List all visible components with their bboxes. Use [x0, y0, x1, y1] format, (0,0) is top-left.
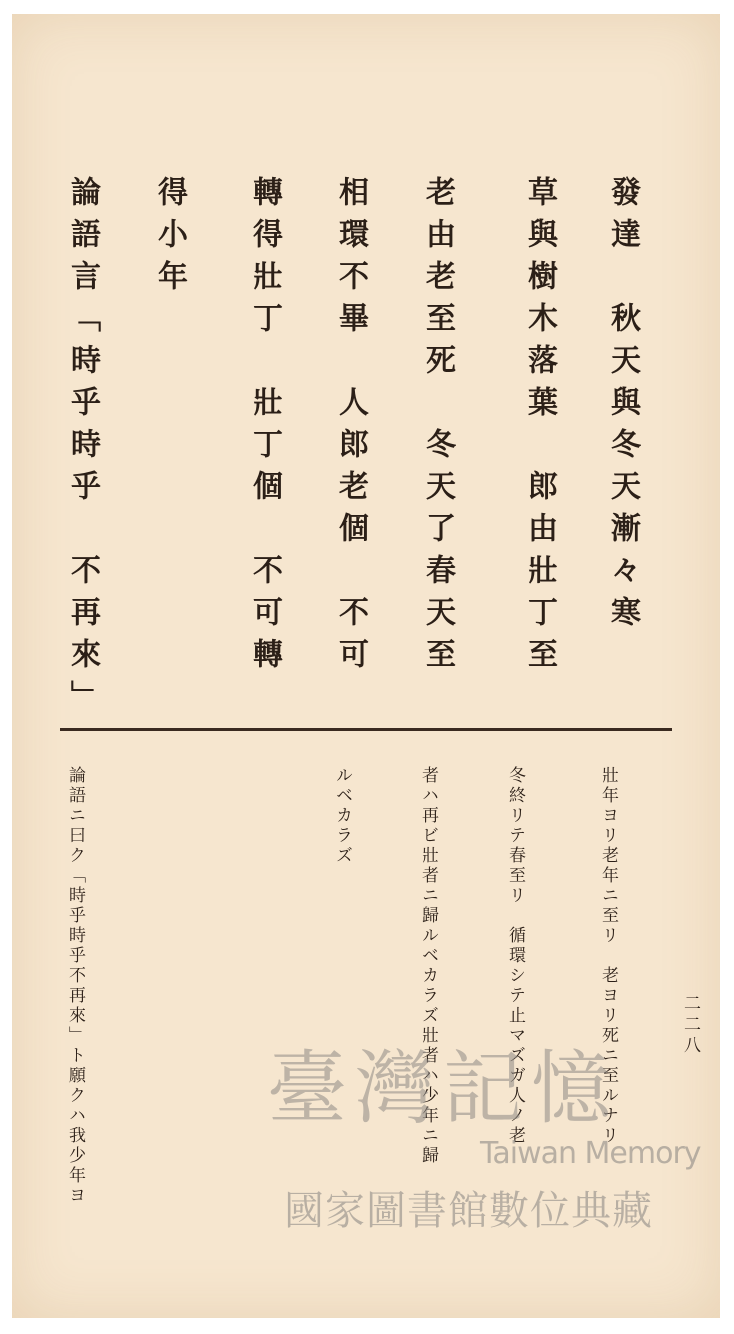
document-page [12, 14, 720, 1318]
poem-column-3: 老由老至死 冬天了春天至 [420, 176, 455, 680]
poem-column-2: 草與樹木落葉 郎由壯丁至 [522, 176, 557, 680]
poem-column-5: 轉得壯丁 壯丁個 不可轉 [247, 176, 282, 680]
note-column-1: 壯年ヨリ老年ニ至リ 老ヨリ死ニ至ルナリ [598, 766, 618, 1146]
note-column-2: 冬終リテ春至リ 循環シテ止マズガ人ノ老 [505, 766, 525, 1146]
watermark-english: Taiwan Memory [480, 1136, 701, 1171]
poem-column-6: 得小年 [152, 176, 187, 302]
poem-column-7: 論語言「時乎時乎 不再來」 [65, 176, 100, 722]
note-column-3: 者ハ再ビ壯者ニ歸ルベカラズ壯者ハ少年ニ歸 [418, 766, 438, 1166]
page-number: 二二八 [680, 994, 700, 1057]
watermark-logo: 臺灣記憶 [267, 1042, 619, 1135]
divider-line [60, 728, 672, 731]
note-column-4: ルベカラズ [332, 766, 352, 866]
watermark-chinese: 國家圖書館數位典藏 [284, 1188, 653, 1234]
poem-column-1: 發達 秋天與冬天漸々寒 [605, 176, 640, 638]
poem-column-4: 相環不畢 人郎老個 不可 [333, 176, 368, 680]
note-column-5: 論語ニ曰ク「時乎時乎不再來」ト願クハ我少年ヨ [65, 766, 85, 1206]
